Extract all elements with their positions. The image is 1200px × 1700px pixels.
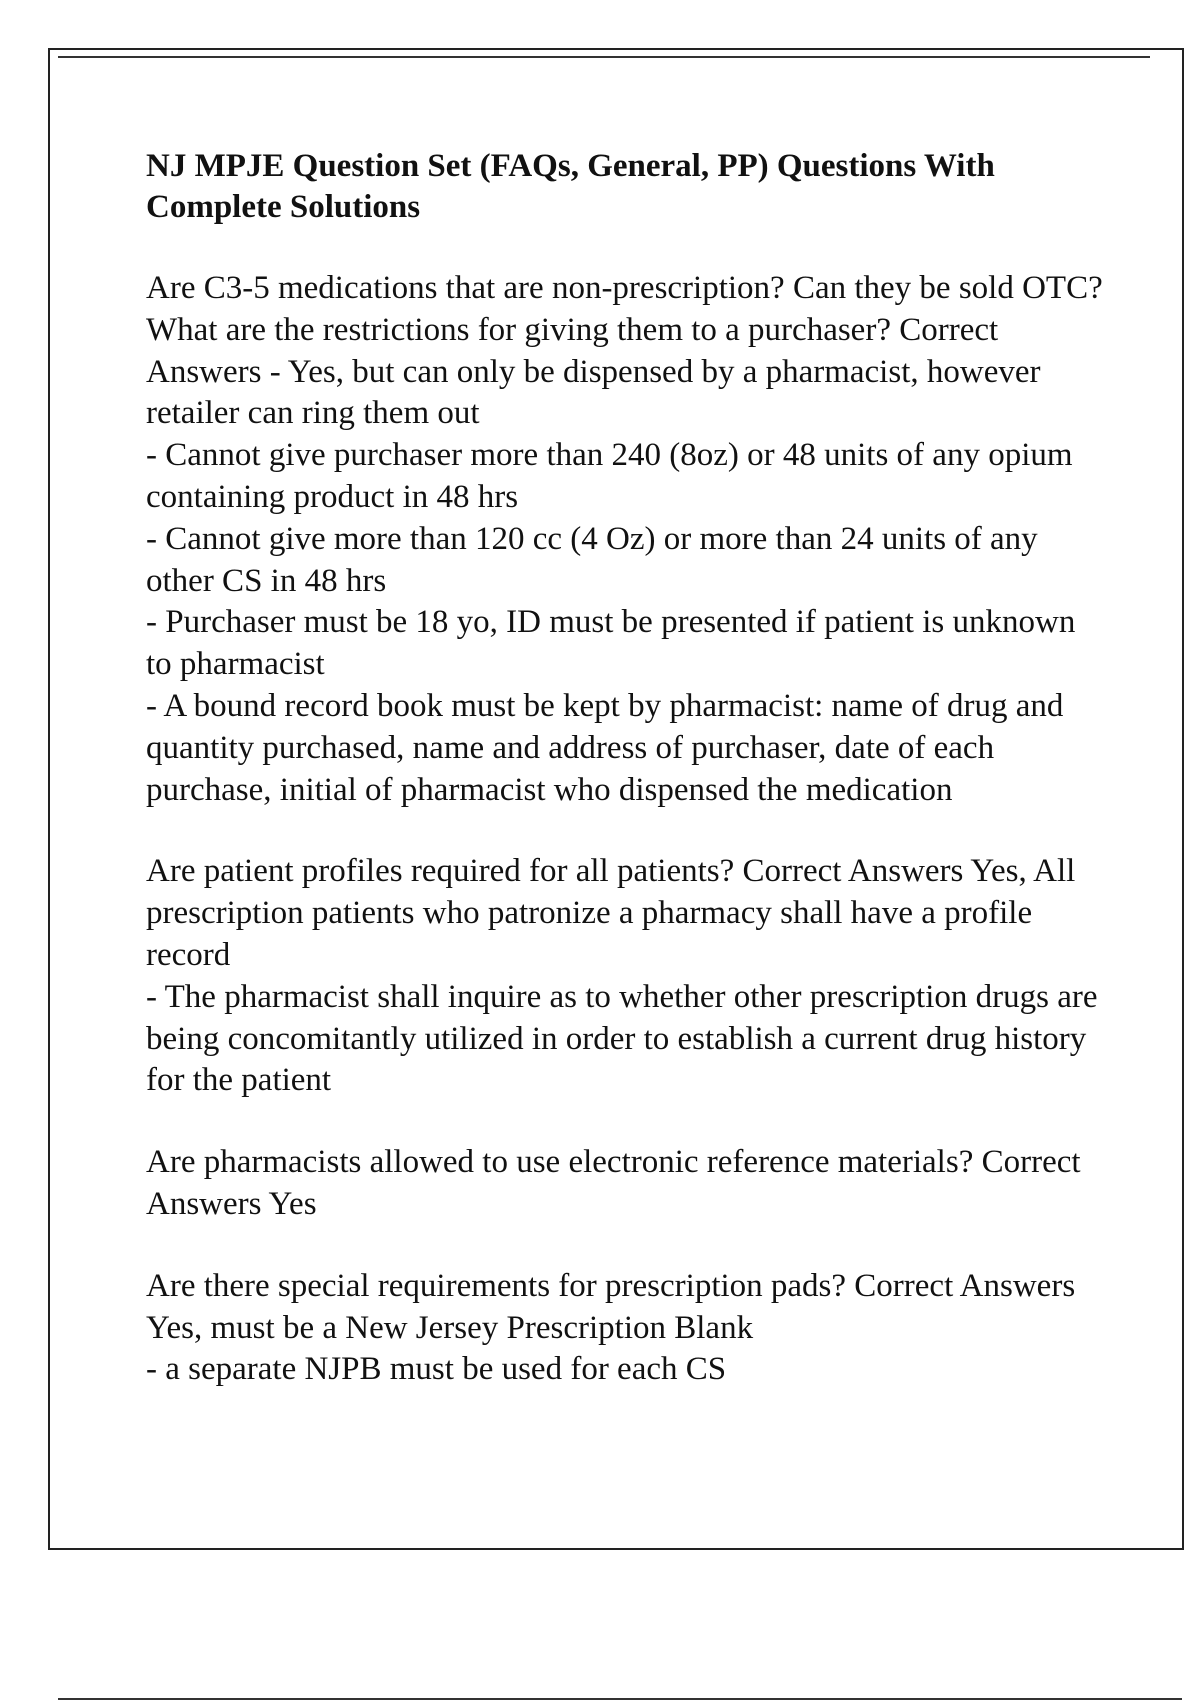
qa-item-2 (146, 851, 1106, 1102)
question-text: Are patient profiles required for all patients? (146, 853, 735, 890)
answer-text: - Yes, but can only be dispensed by a pharmacist, however retailer can ring them out - Cannot give purchaser more than 240 (8oz) or 48 units of any opium containing product in 48 hrs - Cannot give more than 120 cc (4 Oz) or more than 24 units of any other CS in 48 hrs - Purchaser must be 18 yo, ID must be presented if patient is unknown to pharmacist - A bound record book must be kept by pharmacist: name of drug and quantity purchased, name and address of purchaser, date of each purchase, initial of pharmacist who dispensed the medication (146, 353, 1076, 808)
qa-item-3 (146, 1142, 1106, 1226)
answer-label: Correct Answers (146, 1144, 1087, 1222)
answer-text: Yes, must be a New Jersey Prescription Blank - a separate NJPB must be used for each CS (146, 1309, 754, 1388)
answer-label: Correct Answers (146, 311, 1005, 390)
document-content (146, 146, 1111, 1431)
qa-item-1 (146, 268, 1111, 811)
question-text: Are C3-5 medications that are non-prescription? Can they be sold OTC? What are the restrictions for giving them to a purchaser? (146, 270, 1111, 348)
question-text: Are there special requirements for prescription pads? (146, 1267, 847, 1304)
question-text: Are pharmacists allowed to use electronic reference materials? (146, 1144, 974, 1181)
answer-text: Yes (268, 1185, 317, 1222)
answer-label: Correct Answers (742, 853, 964, 890)
answer-text: Yes, All prescription patients who patronize a pharmacy shall have a profile record - The pharmacist shall inquire as to whether other prescription drugs are being concomitantly utilized in order to establish a current drug history for the patient (146, 853, 1098, 1099)
qa-item-4 (146, 1266, 1106, 1391)
document-title: NJ MPJE Question Set (FAQs, General, PP) Questions With Complete Solutions (146, 148, 995, 225)
answer-label: Correct Answers (854, 1267, 1076, 1304)
top-rule (58, 56, 1150, 58)
